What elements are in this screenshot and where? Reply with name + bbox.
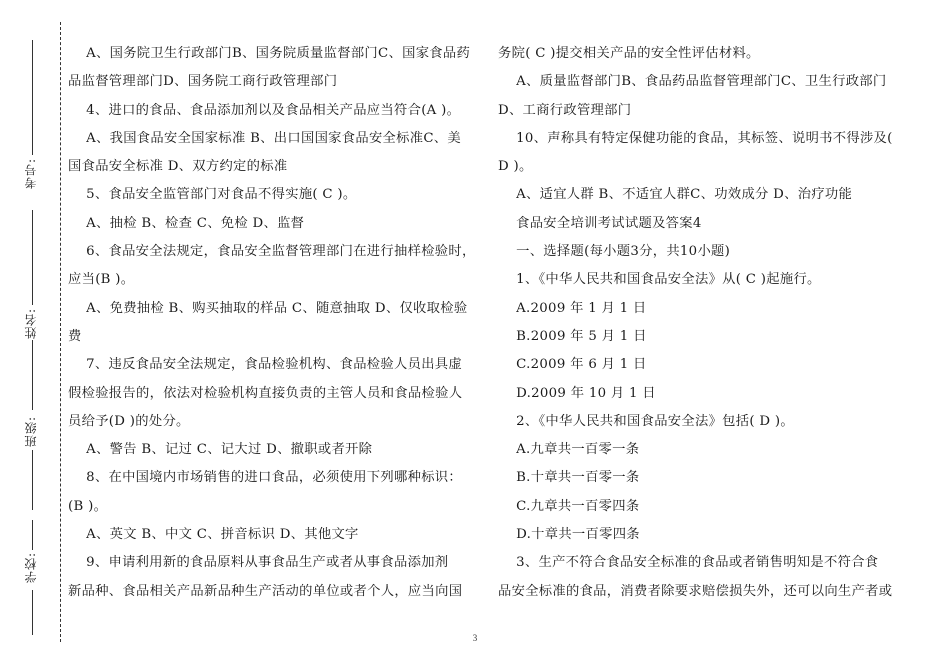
left-text-column xyxy=(68,40,500,606)
right-column-line: 品安全标准的食品，消费者除要求赔偿损失外，还可以向生产者或 xyxy=(498,583,893,599)
left-column-line: 费 xyxy=(68,328,82,344)
left-column-line: 8、在中国境内市场销售的进口食品，必须使用下列哪种标识： xyxy=(68,470,462,486)
page-number: 3 xyxy=(472,633,478,643)
right-column-line: D、工商行政管理部门 xyxy=(498,102,632,118)
right-column-line: 3、生产不符合食品安全标准的食品或者销售明知是不符合食 xyxy=(498,555,879,571)
right-column-line: 务院( C )提交相关产品的安全性评估材料。 xyxy=(498,46,760,61)
left-column-line: 6、食品安全法规定，食品安全监督管理部门在进行抽样检验时， xyxy=(68,244,476,260)
left-column-line: 7、违反食品安全法规定，食品检验机构、食品检验人员出具虚 xyxy=(68,357,462,373)
name-label: 姓名: xyxy=(24,308,38,340)
left-column-line: 假检验报告的，依法对检验机构直接负责的主管人员和食品检验人 xyxy=(68,385,463,401)
left-column-line: 9、申请利用新的食品原料从事食品生产或者从事食品添加剂 xyxy=(68,555,449,571)
right-column-line: A.2009 年 1 月 1 日 xyxy=(498,300,647,316)
right-column-line: 10、声称具有特定保健功能的食品，其标签、说明书不得涉及( xyxy=(498,130,893,146)
left-column-line: A、警告 B、记过 C、记大过 D、撤职或者开除 xyxy=(68,442,373,458)
right-column-line: D )。 xyxy=(498,159,533,175)
right-column-line: 1、《中华人民共和国食品安全法》从( C )起施行。 xyxy=(498,272,821,288)
left-column-line: A、国务院卫生行政部门B、国务院质量监督部门C、国家食品药 xyxy=(68,46,471,61)
binding-dashed-line xyxy=(60,22,61,642)
left-column-line: 5、食品安全监管部门对食品不得实施( C )。 xyxy=(68,187,357,203)
class-underline-lower xyxy=(32,450,33,510)
exam-number-underline xyxy=(32,40,33,155)
right-column-line: B.2009 年 5 月 1 日 xyxy=(498,328,647,344)
right-column-line: A、质量监督部门B、食品药品监督管理部门C、卫生行政部门 xyxy=(498,74,887,90)
right-column-line: 2、《中华人民共和国食品安全法》包括( D )。 xyxy=(498,413,794,429)
school-field xyxy=(22,510,44,620)
left-column-line: 国食品安全标准 D、双方约定的标准 xyxy=(68,159,288,175)
left-column-line: 员给予(D )的处分。 xyxy=(68,413,190,429)
class-underline xyxy=(32,380,33,410)
right-column-line: 一、选择题(每小题3分，共10小题) xyxy=(498,244,731,260)
class-field xyxy=(22,380,44,510)
left-column-line: A、英文 B、中文 C、拼音标识 D、其他文字 xyxy=(68,527,359,543)
right-column-line: 食品安全培训考试试题及答案4 xyxy=(498,215,702,231)
right-column-line: D.十章共一百零四条 xyxy=(498,527,640,543)
left-column-line: (B )。 xyxy=(68,498,108,514)
right-column-line: D.2009 年 10 月 1 日 xyxy=(498,385,656,401)
school-underline xyxy=(32,520,33,550)
name-underline xyxy=(32,210,33,305)
right-column-line: A、适宜人群 B、不适宜人群C、功效成分 D、治疗功能 xyxy=(498,187,853,203)
right-column-line: B.十章共一百零一条 xyxy=(498,470,640,486)
school-underline-lower xyxy=(32,590,33,635)
left-column-line: 4、进口的食品、食品添加剂以及食品相关产品应当符合(A )。 xyxy=(68,102,461,118)
binding-margin xyxy=(0,0,62,671)
exam-number-label: 考号: xyxy=(24,158,38,190)
left-column-line: 新品种、食品相关产品新品种生产活动的单位或者个人，应当向国 xyxy=(68,583,463,599)
exam-number-field xyxy=(22,40,44,190)
right-column-line: A.九章共一百零一条 xyxy=(498,442,640,458)
school-label: 学校: xyxy=(24,552,38,584)
right-text-column xyxy=(498,40,928,606)
left-column-line: A、免费抽检 B、购买抽取的样品 C、随意抽取 D、仅收取检验 xyxy=(68,300,468,316)
left-column-line: 应当(B )。 xyxy=(68,272,135,288)
name-field xyxy=(22,190,44,350)
right-column-line: C.2009 年 6 月 1 日 xyxy=(498,357,647,373)
left-column-line: A、我国食品安全国家标准 B、出口国国家食品安全标准C、美 xyxy=(68,130,462,146)
left-column-line: A、抽检 B、检查 C、免检 D、监督 xyxy=(68,215,305,231)
class-label: 班级: xyxy=(24,416,38,448)
right-column-line: C.九章共一百零四条 xyxy=(498,498,640,514)
left-column-line: 品监督管理部门D、国务院工商行政管理部门 xyxy=(68,74,338,90)
